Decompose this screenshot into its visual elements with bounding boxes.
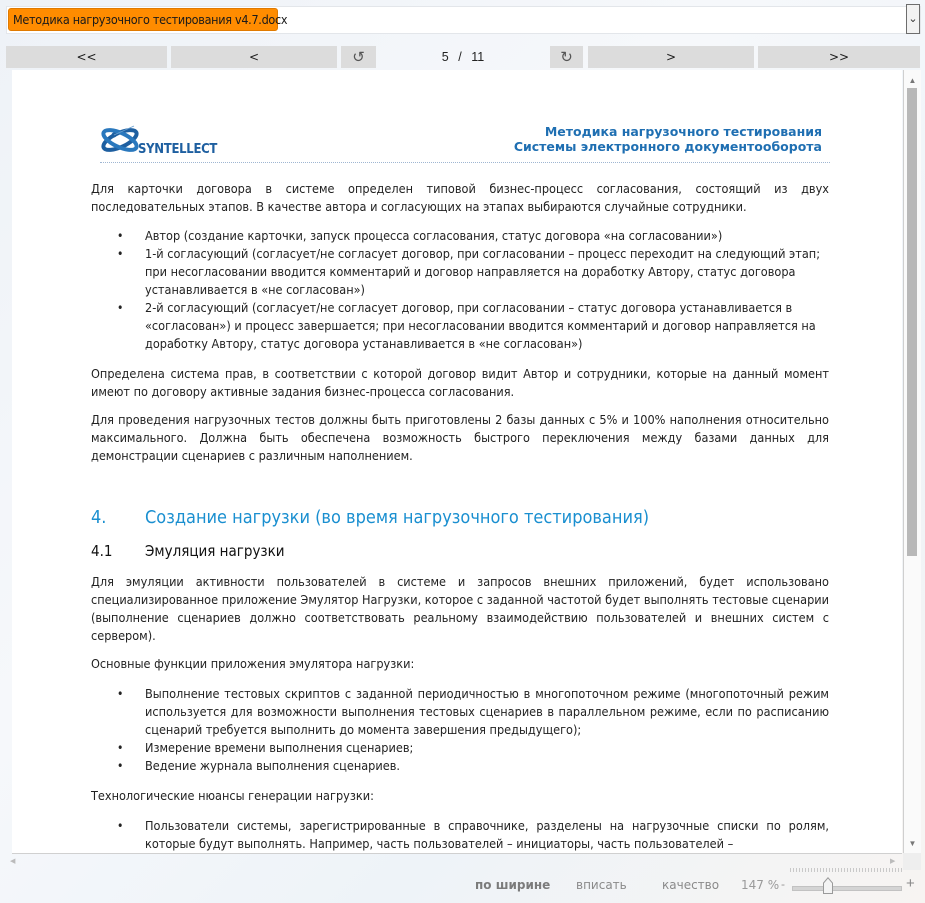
fit-page-button[interactable]: вписать xyxy=(576,878,627,892)
list-item xyxy=(91,817,829,853)
next-page-button[interactable]: > xyxy=(588,46,754,68)
bullet-icon: • xyxy=(117,741,124,755)
bullet-icon: • xyxy=(117,759,124,773)
list-item-text: Ведение журнала выполнения сценариев. xyxy=(145,758,400,773)
header-title-line2: Системы электронного документооборота xyxy=(513,139,822,154)
view-controls-bar xyxy=(0,870,925,903)
last-page-button[interactable]: >> xyxy=(758,46,920,68)
bullet-icon: • xyxy=(117,247,124,261)
nuances-list xyxy=(91,817,829,853)
zoom-slider-ticks xyxy=(790,868,902,872)
list-item-text: 2-й согласующий (согласует/не согласует договор, при согласовании – статус договора устанавливается в «согласован») и процесс завершается; при несогласовании вводится комментарий и договор направляется на доработку Автору, статус договора устанавливается в «не согласован») xyxy=(145,300,816,351)
vertical-scrollbar[interactable] xyxy=(903,70,921,853)
bullet-icon: • xyxy=(117,687,124,701)
rights-paragraph: Определена система прав, в соответствии с которой договор видит Автор и сотрудники, которые на данный момент имеют по договору активные задания бизнес-процесса согласования. xyxy=(91,366,829,399)
syntellect-logo xyxy=(100,122,240,158)
file-dropdown-button[interactable] xyxy=(906,4,920,34)
file-bar xyxy=(0,0,925,38)
page-indicator xyxy=(376,46,550,68)
functions-intro: Основные функции приложения эмулятора нагрузки: xyxy=(91,656,415,671)
list-item-text: Пользователи системы, зарегистрированные в справочнике, разделены на нагрузочные списки по ролям, которые будут выполнять. Например, часть пользователей – инициаторы, часть пользователей – xyxy=(145,818,829,851)
section-number: 4. xyxy=(91,507,107,528)
zoom-in-button[interactable]: + xyxy=(906,875,915,892)
list-item xyxy=(91,757,829,775)
list-item-text: 1-й согласующий (согласует/не согласует договор, при согласовании – процесс переходит на следующий этап; при несогласовании вводится комментарий и договор направляется на доработку Автору, статус договора устанавливается в «не согласован») xyxy=(145,246,821,297)
quality-button[interactable]: качество xyxy=(662,878,720,892)
scrollbar-corner xyxy=(903,853,921,870)
list-item-text: Автор (создание карточки, запуск процесса согласования, статус договора «на согласовании») xyxy=(145,228,723,243)
intro-paragraph: Для карточки договора в системе определен типовой бизнес-процесс согласования, состоящий из двух последовательных этапов. В качестве автора и согласующих на этапах выбираются случайные сотрудники. xyxy=(91,181,829,214)
nuances-intro: Технологические нюансы генерации нагрузки: xyxy=(91,788,374,803)
page-navigation-toolbar xyxy=(0,46,925,68)
document-viewport[interactable] xyxy=(12,70,902,854)
document-header xyxy=(100,120,830,163)
section-4-heading xyxy=(91,507,649,528)
current-page: 5 xyxy=(441,50,449,64)
subsection-title: Эмуляция нагрузки xyxy=(145,542,285,560)
zoom-slider[interactable] xyxy=(792,886,902,891)
chevron-down-icon: ⌄ xyxy=(908,13,918,25)
first-page-button[interactable]: << xyxy=(6,46,167,68)
list-item xyxy=(91,227,829,245)
rotate-right-button[interactable] xyxy=(550,46,583,68)
list-item xyxy=(91,685,829,739)
prev-page-button[interactable]: < xyxy=(171,46,337,68)
scroll-left-icon[interactable]: ◀ xyxy=(10,858,16,865)
databases-paragraph: Для проведения нагрузочных тестов должны быть приготовлены 2 базы данных с 5% и 100% наполнения относительно максимального. Должна быть обеспечена возможность быстрого переключения между базами данных для демонстрации сценариев с различным наполнением. xyxy=(91,412,829,463)
scrollbar-thumb[interactable] xyxy=(907,88,917,556)
list-item-text: Выполнение тестовых скриптов с заданной периодичностью в многопоточном режиме (многопоточный режим используется для возможности выполнения тестовых сценариев в параллельном режиме, если по расписанию сценарий требуется выполнить до момента завершения предыдущего); xyxy=(145,686,829,737)
rotate-left-icon: ↺ xyxy=(352,48,365,66)
logo-text: SYNTELLECT xyxy=(138,142,218,157)
zoom-slider-thumb[interactable] xyxy=(823,877,833,894)
functions-list xyxy=(91,685,829,775)
list-item xyxy=(91,299,829,353)
bullet-icon: • xyxy=(117,819,124,833)
roles-list xyxy=(91,227,829,353)
header-title-line1: Методика нагрузочного тестирования xyxy=(544,124,822,139)
list-item-text: Измерение времени выполнения сценариев; xyxy=(145,740,414,755)
page-separator: / xyxy=(458,50,462,64)
rotate-left-button[interactable] xyxy=(341,46,376,68)
scroll-right-icon[interactable]: ▶ xyxy=(890,858,896,865)
list-item xyxy=(91,739,829,757)
bullet-icon: • xyxy=(117,301,124,315)
fit-width-button[interactable]: по ширине xyxy=(475,878,551,892)
list-item xyxy=(91,245,829,299)
zoom-out-button[interactable]: - xyxy=(781,877,785,891)
total-pages: 11 xyxy=(471,50,485,64)
emulation-paragraph: Для эмуляции активности пользователей в системе и запросов внешних приложений, будет использовано специализированное приложение Эмулятор Нагрузки, которое с заданной частотой будет выполнять тестовые сценарии (выполнение сценариев должно соответствовать реальному взаимодействию пользователей и внешних систем с сервером). xyxy=(91,574,829,643)
scroll-down-icon[interactable]: ▼ xyxy=(908,839,917,848)
rotate-right-icon: ↻ xyxy=(560,48,573,66)
zoom-level: 147 % xyxy=(741,878,780,892)
scroll-up-icon[interactable]: ▲ xyxy=(908,76,917,85)
subsection-number: 4.1 xyxy=(91,542,113,560)
section-4-1-heading xyxy=(91,542,285,560)
current-file-chip[interactable]: Методика нагрузочного тестирования v4.7.docx xyxy=(8,8,278,31)
document-header-title xyxy=(514,124,822,154)
bullet-icon: • xyxy=(117,229,124,243)
section-title: Создание нагрузки (во время нагрузочного тестирования) xyxy=(145,507,650,528)
